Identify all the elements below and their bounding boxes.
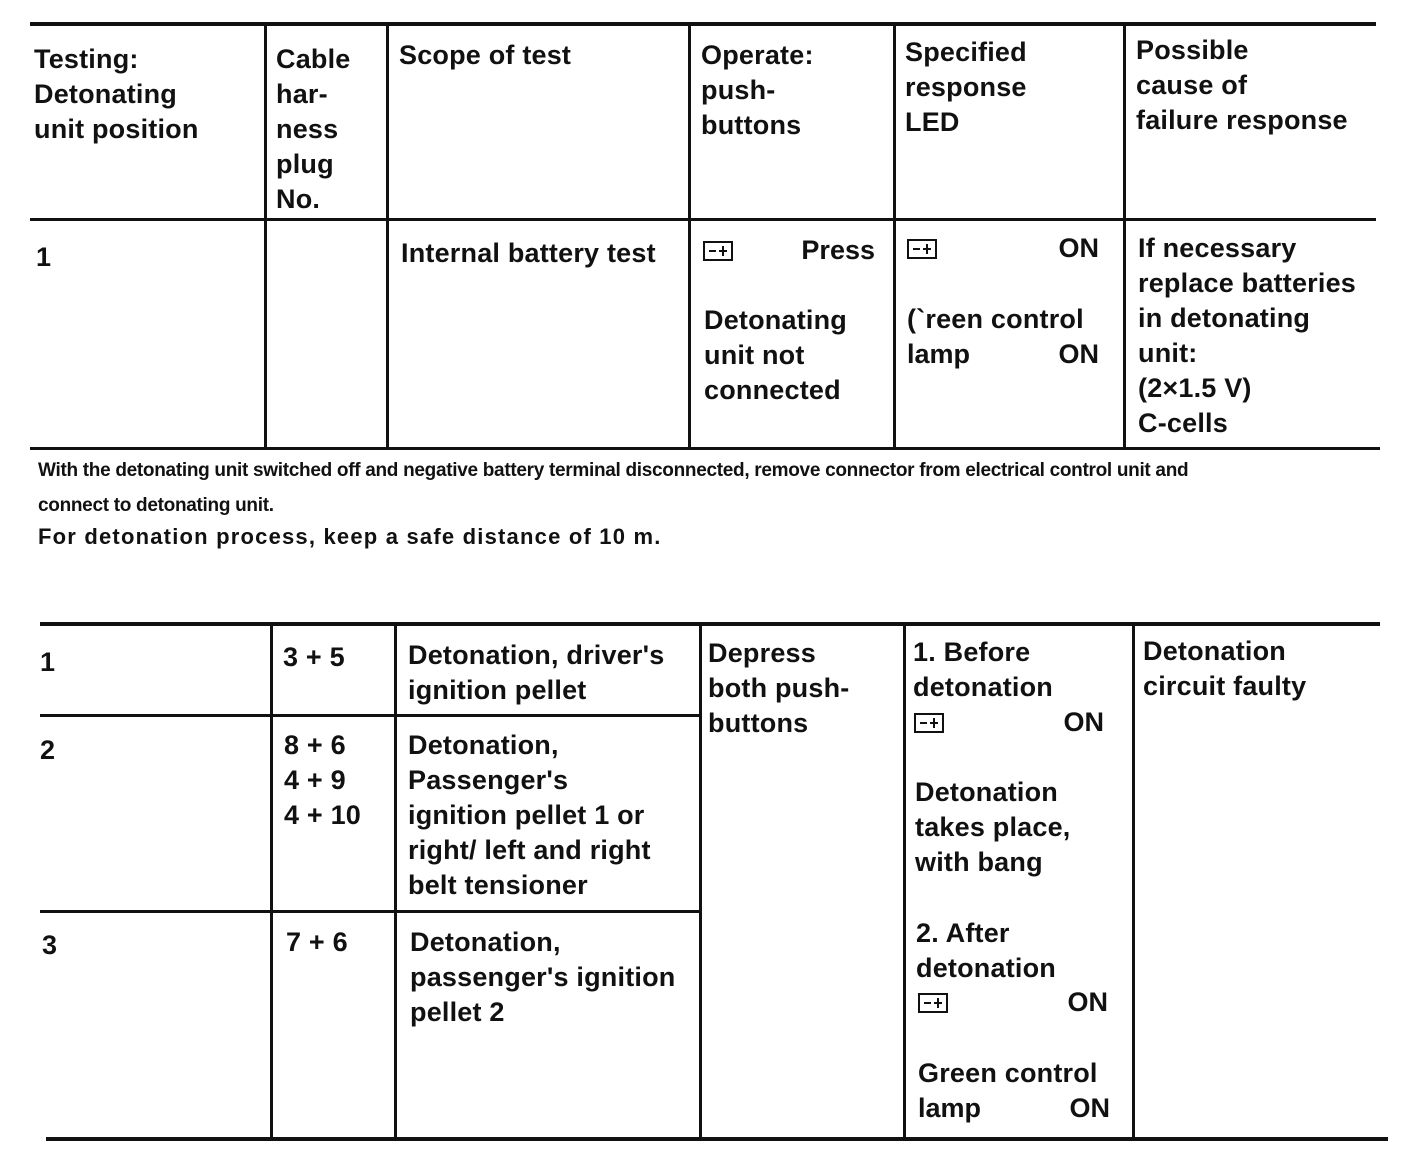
led-state: ON (1058, 233, 1099, 263)
header-scope-of-test: Scope of test (399, 40, 572, 70)
table2-col-divider-5 (1132, 624, 1135, 1139)
row1-lamp-label: (`reen control (907, 304, 1084, 334)
t2-lamp-label: Green control (918, 1058, 1098, 1088)
header-operate-pushbuttons: Operate: push- buttons (701, 40, 814, 140)
t2-row2-plug: 8 + 6 4 + 9 4 + 10 (284, 730, 362, 830)
table1-top-rule (30, 22, 1376, 26)
table1-col-divider-3 (688, 24, 691, 450)
row1-scope: Internal battery test (401, 238, 656, 268)
table1-col-divider-4 (893, 24, 896, 450)
row1-cause: If necessary replace batteries in detonating unit: (2×1.5 V) C-cells (1138, 233, 1357, 438)
table2-col-divider-3 (699, 624, 702, 1139)
table1-col-divider-5 (1123, 24, 1126, 450)
t2-detonation-text: Detonation takes place, with bang (915, 777, 1071, 877)
row1-lamp-row (907, 337, 1099, 372)
table2-col-divider-1 (270, 624, 273, 1139)
t2-row2-position: 2 (40, 735, 56, 765)
t2-operate: Depress both push- buttons (708, 638, 850, 738)
t2-after-label: 2. After detonation (916, 918, 1056, 983)
note-line-2: connect to detonating unit. (38, 495, 274, 516)
t2-row3-scope: Detonation, passenger's ignition pellet 2 (410, 927, 676, 1027)
row1-operate-note: Detonating unit not connected (704, 305, 847, 405)
table1-col-divider-2 (386, 24, 389, 450)
note-line-1: With the detonating unit switched off and negative battery terminal disconnected, remove connector from electrical control unit and (38, 460, 1189, 481)
lamp-state: ON (1069, 1093, 1110, 1123)
t2-row1-scope: Detonation, driver's ignition pellet (408, 640, 665, 705)
lamp-label: lamp (907, 339, 971, 369)
t2-row3-position: 3 (42, 930, 58, 960)
table1-header-rule (30, 218, 1376, 221)
header-specified-response: Specified response LED (905, 37, 1027, 137)
table1-bottom-rule (30, 447, 1380, 450)
t2-row2-scope: Detonation, Passenger's ignition pellet 1 or right/ left and right belt tensioner (408, 730, 651, 900)
t2-before-label: 1. Before detonation (913, 637, 1053, 702)
table2-bottom-rule (46, 1137, 1388, 1141)
t2-before-led (914, 705, 1104, 740)
table2-row-rule-1 (40, 714, 700, 717)
t2-row3-plug: 7 + 6 (286, 927, 348, 957)
safety-note: For detonation process, keep a safe distance of 10 m. (38, 524, 662, 549)
lamp-label: lamp (918, 1093, 982, 1123)
t2-lamp-row (918, 1091, 1110, 1126)
battery-icon (907, 239, 937, 259)
header-testing-position: Testing: Detonating unit position (34, 44, 199, 144)
t2-row1-position: 1 (40, 647, 56, 677)
header-possible-cause: Possible cause of failure response (1136, 35, 1348, 135)
battery-icon (703, 241, 733, 261)
table2-col-divider-2 (394, 624, 397, 1139)
battery-icon (914, 713, 944, 733)
before-state: ON (1063, 707, 1104, 737)
press-label: Press (801, 235, 875, 265)
battery-icon (918, 993, 948, 1013)
table2-col-divider-4 (903, 624, 906, 1139)
header-cable-plug: Cable har- ness plug No. (276, 44, 351, 214)
lamp-state: ON (1058, 339, 1099, 369)
table2-top-rule (40, 622, 1380, 626)
after-state: ON (1067, 987, 1108, 1017)
table1-col-divider-1 (264, 24, 267, 450)
t2-cause: Detonation circuit faulty (1143, 636, 1307, 701)
row1-response-led (907, 231, 1099, 266)
row1-operate-press (703, 233, 875, 268)
t2-row1-plug: 3 + 5 (283, 642, 345, 672)
t2-after-led (918, 985, 1108, 1020)
row1-position: 1 (36, 242, 52, 272)
table2-row-rule-2 (40, 910, 702, 913)
